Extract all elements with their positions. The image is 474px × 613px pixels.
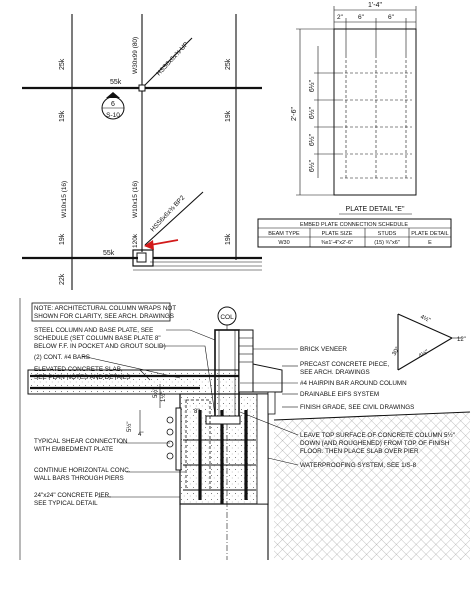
note-8: TYPICAL SHEAR CONNECTION — [34, 438, 128, 445]
beam-label-mid-left: 19k — [59, 110, 66, 122]
note-6: ELEVATED CONCRETE SLAB, — [34, 366, 123, 373]
column-load: 120k — [132, 233, 139, 248]
note-r2: SEE ARCH. DRAWINGS — [300, 369, 370, 376]
plate-detail-title: PLATE DETAIL "E" — [345, 206, 405, 213]
brace-bp2 — [145, 192, 203, 245]
brace-label-up: HSS6x6x⅜ UP — [155, 40, 191, 78]
beam-label-top-left: 25k — [59, 58, 66, 70]
plate-spacing-3: 6½" — [309, 133, 316, 147]
schedule-cell-plate: ⅜x1'-4"x2'-6" — [321, 240, 353, 246]
dim-1: 1½" — [161, 391, 167, 402]
note-r7: DOWN (AND ROUGHENED) FROM TOP OF FINISH — [300, 440, 450, 447]
load-top: 55k — [110, 79, 122, 86]
column-tag: COL — [220, 314, 234, 321]
dim-3: 8" — [194, 409, 200, 415]
base-plate — [206, 416, 240, 424]
precast-piece — [253, 364, 282, 392]
schedule-header-detail: PLATE DETAIL — [411, 231, 449, 237]
plate-overall-width: 1'-4" — [368, 2, 382, 9]
note-1: SHOWN FOR CLARITY, SEE ARCH. DRAWINGS — [34, 313, 174, 320]
schedule-cell-beam: W30 — [278, 240, 290, 246]
wall-section — [20, 298, 470, 560]
schedule-title: EMBED PLATE CONNECTION SCHEDULE — [299, 222, 409, 228]
slope-detail — [392, 313, 466, 370]
plate-detail — [291, 2, 416, 214]
slope-a: 4½" — [419, 314, 432, 325]
note-4: BELOW F.F. IN POCKET AND GROUT SOLID) — [34, 343, 166, 350]
note-9: WITH EMBEDMENT PLATE — [34, 446, 114, 453]
dim-4: 5½" — [127, 421, 133, 432]
note-10: CONTINUE HORIZONTAL CONC. — [34, 467, 131, 474]
slope-c: 30° — [391, 346, 402, 357]
plate-dim-c: 6" — [388, 14, 394, 21]
plate-spacing-1: 6½" — [309, 79, 316, 93]
framing-plan — [22, 14, 262, 290]
dim-5: 4" — [138, 432, 144, 438]
schedule-header-plate: PLATE SIZE — [321, 231, 353, 237]
schedule-cell-detail: E — [428, 240, 432, 246]
load-bottom: 55k — [103, 250, 115, 257]
note-7: SEE PLAN NOTES AND DETAILS — [34, 374, 131, 381]
column-label-right: W10x15 (16) — [132, 180, 139, 218]
section-number: 6 — [111, 101, 115, 108]
beam-label-bot-left: 19k — [59, 233, 66, 245]
schedule-header-studs: STUDS — [377, 231, 397, 237]
column-label-left: W10x15 (16) — [61, 180, 68, 218]
plate-dim-a: 2" — [337, 14, 343, 21]
note-0: NOTE: ARCHITECTURAL COLUMN WRAPS NOT — [34, 305, 177, 312]
note-r8: FLOOR. THEN PLACE SLAB OVER PIER — [300, 448, 419, 455]
column-label-top: W30x99 (80) — [132, 36, 139, 74]
note-r9: WATERPROOFING SYSTEM, SEE 1/S-8 — [300, 462, 417, 469]
schedule-header-beam: BEAM TYPE — [268, 231, 300, 237]
brace-label-bp2: HSS6x6x⅜ BP2 — [149, 194, 187, 234]
beam-label-low-left: 22k — [59, 273, 66, 285]
note-12: 24"x24" CONCRETE PIER, — [34, 492, 111, 499]
slope-b: 12" — [457, 337, 466, 343]
schedule-cell-studs: (15) ¾"x6" — [374, 240, 400, 246]
note-r0: BRICK VENEER — [300, 346, 347, 353]
beam-label-top-right: 25k — [225, 58, 232, 70]
plate-spacing-4: 6½" — [309, 159, 316, 173]
red-arrow-icon — [150, 240, 178, 245]
plate-dim-b: 6" — [358, 14, 364, 21]
embed-plate — [176, 408, 181, 470]
dim-2: 5½" — [153, 387, 159, 398]
section-sheet: S-10 — [106, 112, 120, 119]
note-11: WALL BARS THROUGH PIERS — [34, 475, 124, 482]
plate-spacing-2: 6½" — [309, 106, 316, 120]
note-r3: #4 HAIRPIN BAR AROUND COLUMN — [300, 380, 407, 387]
note-r5: FINISH GRADE, SEE CIVIL DRAWINGS — [300, 404, 415, 411]
note-r4: DRAINABLE EIFS SYSTEM — [300, 391, 380, 398]
embed-plate-schedule — [258, 219, 451, 247]
beam-label-bot-right: 19k — [225, 233, 232, 245]
note-3: SCHEDULE (SET COLUMN BASE PLATE 8" — [34, 335, 161, 342]
note-5: (2) CONT. #4 BARS — [34, 354, 90, 361]
beam-label-mid-right: 19k — [225, 110, 232, 122]
note-2: STEEL COLUMN AND BASE PLATE, SEE — [34, 327, 154, 334]
note-13: SEE TYPICAL DETAIL — [34, 500, 98, 507]
note-r6: LEAVE TOP SURFACE OF CONCRETE COLUMN 5½" — [300, 432, 456, 439]
note-r1: PRECAST CONCRETE PIECE, — [300, 361, 390, 368]
slope-d: 4½" — [417, 349, 431, 360]
plate-height: 2'-6" — [291, 107, 298, 121]
